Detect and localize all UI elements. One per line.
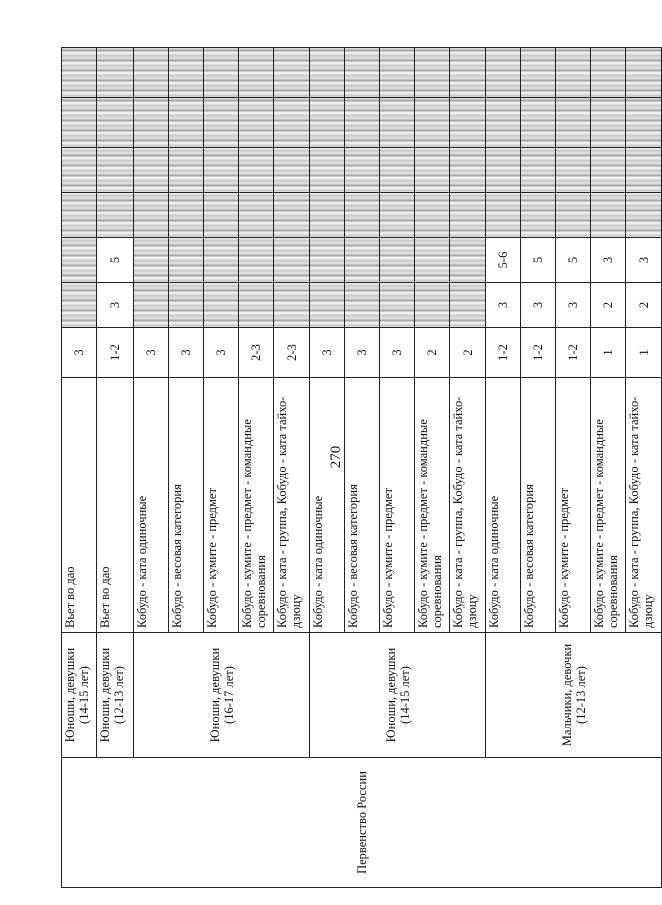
- event-cell: Вьет во дао: [62, 378, 97, 633]
- shaded-cell: [274, 98, 310, 148]
- place-cell: [380, 238, 415, 283]
- place-cell: [134, 238, 169, 283]
- shaded-cell: [97, 98, 134, 148]
- place-cell: 1: [591, 328, 626, 378]
- shaded-cell: [204, 98, 239, 148]
- shaded-cell: [134, 48, 169, 98]
- place-cell: [169, 238, 204, 283]
- shaded-cell: [626, 48, 662, 98]
- event-cell: Кобудо - кумите - предмет - командные соревнования: [415, 378, 450, 633]
- place-cell: 3: [97, 283, 134, 328]
- shaded-cell: [486, 148, 521, 193]
- place-cell: [310, 283, 345, 328]
- shaded-cell: [415, 148, 450, 193]
- place-cell: 1: [626, 328, 662, 378]
- shaded-cell: [450, 193, 486, 238]
- shaded-cell: [345, 98, 380, 148]
- place-cell: 5-6: [486, 238, 521, 283]
- shaded-cell: [556, 48, 591, 98]
- shaded-cell: [239, 48, 274, 98]
- place-cell: 2-3: [274, 328, 310, 378]
- shaded-cell: [591, 48, 626, 98]
- shaded-cell: [591, 148, 626, 193]
- shaded-cell: [626, 98, 662, 148]
- place-cell: [310, 238, 345, 283]
- place-cell: [274, 283, 310, 328]
- shaded-cell: [345, 48, 380, 98]
- place-cell: [345, 283, 380, 328]
- shaded-cell: [521, 148, 556, 193]
- place-cell: [204, 238, 239, 283]
- place-cell: [415, 283, 450, 328]
- shaded-cell: [274, 193, 310, 238]
- place-cell: 3: [310, 328, 345, 378]
- rotated-table-frame: [61, 48, 655, 888]
- shaded-cell: [521, 193, 556, 238]
- shaded-cell: [626, 148, 662, 193]
- shaded-cell: [204, 148, 239, 193]
- table-body: [62, 48, 662, 888]
- shaded-cell: [486, 98, 521, 148]
- shaded-cell: [62, 193, 97, 238]
- shaded-cell: [380, 193, 415, 238]
- shaded-cell: [274, 148, 310, 193]
- place-cell: 2: [626, 283, 662, 328]
- place-cell: 2: [450, 328, 486, 378]
- place-cell: [62, 238, 97, 283]
- shaded-cell: [556, 148, 591, 193]
- place-cell: 3: [591, 238, 626, 283]
- place-cell: 2: [591, 283, 626, 328]
- place-cell: 3: [486, 283, 521, 328]
- shaded-cell: [380, 98, 415, 148]
- shaded-cell: [556, 193, 591, 238]
- competition-cell: Первенство России: [62, 758, 662, 888]
- shaded-cell: [310, 48, 345, 98]
- shaded-cell: [415, 98, 450, 148]
- shaded-cell: [239, 148, 274, 193]
- place-cell: 1-2: [556, 328, 591, 378]
- shaded-cell: [626, 193, 662, 238]
- shaded-cell: [556, 98, 591, 148]
- shaded-cell: [591, 98, 626, 148]
- event-cell: Кобудо - весовая категория: [345, 378, 380, 633]
- shaded-cell: [97, 193, 134, 238]
- event-cell: Кобудо - ката одиночные: [310, 378, 345, 633]
- place-cell: [239, 238, 274, 283]
- event-cell: Кобудо - ката - группа, Кобудо - ката тайхо-дзюцу: [274, 378, 310, 633]
- shaded-cell: [450, 148, 486, 193]
- page-number: 270: [328, 445, 344, 469]
- shaded-cell: [62, 98, 97, 148]
- shaded-cell: [380, 48, 415, 98]
- shaded-cell: [310, 193, 345, 238]
- shaded-cell: [450, 98, 486, 148]
- event-cell: Кобудо - кумите - предмет - командные соревнования: [239, 378, 274, 633]
- age-group-cell: Юноши, девушки (16-17 лет): [134, 633, 310, 758]
- shaded-cell: [591, 193, 626, 238]
- shaded-cell: [521, 98, 556, 148]
- place-cell: 3: [345, 328, 380, 378]
- place-cell: [450, 283, 486, 328]
- shaded-cell: [169, 148, 204, 193]
- event-cell: Кобудо - кумите - предмет - командные соревнования: [591, 378, 626, 633]
- event-cell: Кобудо - весовая категория: [521, 378, 556, 633]
- shaded-cell: [310, 148, 345, 193]
- place-cell: 3: [169, 328, 204, 378]
- place-cell: 3: [626, 238, 662, 283]
- event-cell: Кобудо - ката одиночные: [134, 378, 169, 633]
- shaded-cell: [415, 48, 450, 98]
- shaded-cell: [134, 98, 169, 148]
- place-cell: 3: [62, 328, 97, 378]
- place-cell: 1-2: [486, 328, 521, 378]
- shaded-cell: [415, 193, 450, 238]
- age-group-cell: Мальчики, девочки (12-13 лет): [486, 633, 662, 758]
- place-cell: [450, 238, 486, 283]
- place-cell: [415, 238, 450, 283]
- place-cell: [169, 283, 204, 328]
- place-cell: [134, 283, 169, 328]
- shaded-cell: [134, 193, 169, 238]
- age-group-cell: Юноши, девушки (14-15 лет): [310, 633, 486, 758]
- shaded-cell: [204, 48, 239, 98]
- table-row: [62, 48, 97, 888]
- event-cell: Кобудо - ката - группа, Кобудо - ката тайхо-дзюцу: [450, 378, 486, 633]
- shaded-cell: [97, 48, 134, 98]
- shaded-cell: [62, 48, 97, 98]
- shaded-cell: [169, 98, 204, 148]
- place-cell: 5: [556, 238, 591, 283]
- shaded-cell: [239, 193, 274, 238]
- shaded-cell: [345, 193, 380, 238]
- place-cell: [380, 283, 415, 328]
- place-cell: 3: [134, 328, 169, 378]
- shaded-cell: [169, 193, 204, 238]
- table-container: [61, 48, 655, 888]
- shaded-cell: [134, 148, 169, 193]
- event-cell: Кобудо - ката - группа, Кобудо - ката тайхо-дзюцу: [626, 378, 662, 633]
- place-cell: [239, 283, 274, 328]
- age-group-cell: Юноши, девушки (14-15 лет): [62, 633, 97, 758]
- place-cell: [345, 238, 380, 283]
- event-cell: Кобудо - весовая категория: [169, 378, 204, 633]
- shaded-cell: [274, 48, 310, 98]
- age-group-cell: Юноши, девушки (12-13 лет): [97, 633, 134, 758]
- place-cell: 2: [415, 328, 450, 378]
- event-cell: Кобудо - кумите - предмет: [380, 378, 415, 633]
- shaded-cell: [169, 48, 204, 98]
- event-cell: Кобудо - ката одиночные: [486, 378, 521, 633]
- place-cell: [62, 283, 97, 328]
- shaded-cell: [239, 98, 274, 148]
- shaded-cell: [521, 48, 556, 98]
- place-cell: 3: [204, 328, 239, 378]
- shaded-cell: [62, 148, 97, 193]
- event-cell: Кобудо - кумите - предмет: [556, 378, 591, 633]
- shaded-cell: [97, 148, 134, 193]
- event-cell: Вьет во дао: [97, 378, 134, 633]
- place-cell: 3: [521, 283, 556, 328]
- place-cell: 3: [380, 328, 415, 378]
- shaded-cell: [486, 48, 521, 98]
- sports-table: [61, 47, 662, 888]
- shaded-cell: [380, 148, 415, 193]
- shaded-cell: [345, 148, 380, 193]
- shaded-cell: [450, 48, 486, 98]
- place-cell: 2-3: [239, 328, 274, 378]
- place-cell: 3: [556, 283, 591, 328]
- place-cell: 1-2: [97, 328, 134, 378]
- place-cell: [204, 283, 239, 328]
- place-cell: [274, 238, 310, 283]
- place-cell: 1-2: [521, 328, 556, 378]
- place-cell: 5: [521, 238, 556, 283]
- shaded-cell: [204, 193, 239, 238]
- event-cell: Кобудо - кумите - предмет: [204, 378, 239, 633]
- shaded-cell: [486, 193, 521, 238]
- place-cell: 5: [97, 238, 134, 283]
- shaded-cell: [310, 98, 345, 148]
